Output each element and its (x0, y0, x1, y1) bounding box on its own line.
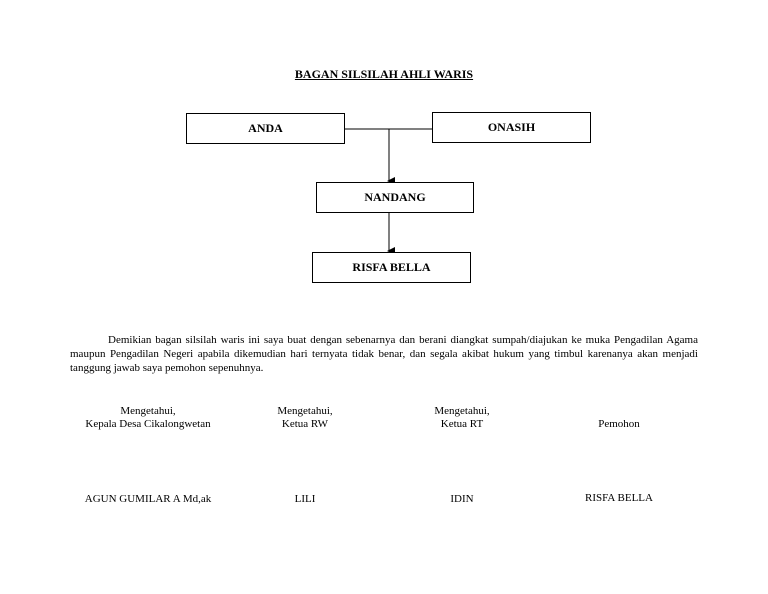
signature-block-kepala-desa (68, 405, 228, 431)
signature-role: Ketua RT (440, 418, 484, 430)
box-anda-label: ANDA (248, 121, 283, 135)
box-risfa-bella (312, 252, 471, 283)
box-nandang (316, 182, 474, 213)
signature-block-pemohon (559, 418, 679, 431)
statement-paragraph: Demikian bagan silsilah waris ini saya buat dengan sebenarnya dan berani diangkat sumpah/diajukan ke muka Pengadilan Agama maupun Pengadilan Negeri apabila dikemudian hari ternyata tidak benar, dan segala akibat hukum yang timbul karenanya akan menjadi tanggung jawab saya pemohon sepenuhnya. (70, 334, 698, 374)
signature-role: Kepala Desa Cikalongwetan (85, 418, 211, 430)
signatory-name-pemohon: RISFA BELLA (585, 492, 653, 504)
signature-line1: Mengetahui, (277, 405, 333, 417)
box-onasih-label: ONASIH (487, 120, 536, 134)
signature-role: Ketua RW (281, 418, 329, 430)
box-anda (186, 113, 345, 144)
signatory-name-kepala-desa: AGUN GUMILAR A Md,ak (84, 493, 212, 505)
box-nandang-label: NANDANG (364, 190, 426, 204)
signature-block-rw (245, 405, 365, 431)
signature-role: Pemohon (598, 418, 640, 430)
document-title: BAGAN SILSILAH AHLI WARIS (294, 67, 474, 81)
signatory-name-rw: LILI (294, 493, 316, 505)
signature-line1: Mengetahui, (120, 405, 176, 417)
signatory-name-rt: IDIN (450, 493, 474, 505)
box-risfa-bella-label: RISFA BELLA (352, 260, 431, 274)
signature-line1: Mengetahui, (434, 405, 490, 417)
box-onasih (432, 112, 591, 143)
signature-block-rt (402, 405, 522, 431)
